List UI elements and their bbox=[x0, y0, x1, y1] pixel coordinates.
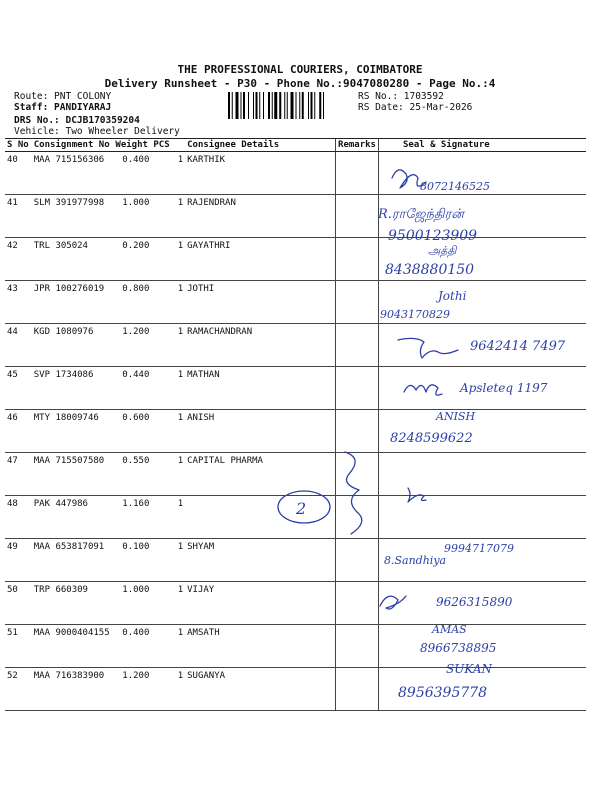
barcode-bar bbox=[263, 92, 264, 119]
cell-remarks bbox=[336, 324, 379, 367]
cell-sno: 48 bbox=[5, 496, 32, 539]
rs-number: RS No.: 1703592 bbox=[358, 91, 444, 102]
cell-sno: 52 bbox=[5, 668, 32, 711]
barcode-bar bbox=[274, 92, 277, 119]
cell-consignment: MAA 9000404155 bbox=[32, 625, 114, 668]
table-row bbox=[5, 625, 586, 668]
cell-remarks bbox=[336, 668, 379, 711]
staff-label: Staff: PANDIYARAJ bbox=[14, 102, 112, 113]
cell-signature bbox=[378, 625, 586, 668]
hand-phone: 9994717079 bbox=[444, 542, 514, 555]
cell-consignee: RAMACHANDRAN bbox=[185, 324, 335, 367]
cell-sno: 45 bbox=[5, 367, 32, 410]
cell-pcs: 1 bbox=[151, 453, 185, 496]
table-row bbox=[5, 539, 586, 582]
cell-consignee: VIJAY bbox=[185, 582, 335, 625]
cell-signature bbox=[378, 152, 586, 195]
hand-name: Jothi bbox=[438, 289, 467, 303]
cell-signature bbox=[378, 539, 586, 582]
barcode-bar bbox=[243, 92, 245, 119]
table-row bbox=[5, 324, 586, 367]
cell-remarks bbox=[336, 152, 379, 195]
cell-pcs: 1 bbox=[151, 281, 185, 324]
table-header-row bbox=[5, 139, 586, 152]
cell-weight: 0.400 bbox=[113, 152, 151, 195]
cell-pcs: 1 bbox=[151, 324, 185, 367]
cell-consignment: JPR 100276019 bbox=[32, 281, 114, 324]
col-consignee: Consignee Details bbox=[185, 139, 335, 152]
col-pcs: PCS bbox=[151, 139, 185, 152]
cell-sno: 51 bbox=[5, 625, 32, 668]
cell-sno: 41 bbox=[5, 195, 32, 238]
cell-consignee: JOTHI bbox=[185, 281, 335, 324]
barcode-bar bbox=[314, 92, 315, 119]
cell-pcs: 1 bbox=[151, 539, 185, 582]
cell-signature bbox=[378, 668, 586, 711]
cell-pcs: 1 bbox=[151, 625, 185, 668]
cell-signature bbox=[378, 453, 586, 496]
cell-remarks bbox=[336, 281, 379, 324]
barcode-bar bbox=[248, 92, 249, 119]
cell-pcs: 1 bbox=[151, 238, 185, 281]
barcode-bar bbox=[299, 92, 300, 119]
barcode-bar bbox=[228, 92, 230, 119]
cell-consignment: SLM 391977998 bbox=[32, 195, 114, 238]
cell-consignment: MAA 715507580 bbox=[32, 453, 114, 496]
cell-consignment: MAA 716383900 bbox=[32, 668, 114, 711]
rs-date: RS Date: 25-Mar-2026 bbox=[358, 102, 473, 113]
cell-remarks bbox=[336, 367, 379, 410]
cell-pcs: 1 bbox=[151, 496, 185, 539]
cell-consignment: SVP 1734086 bbox=[32, 367, 114, 410]
cell-signature bbox=[378, 410, 586, 453]
barcode-bar bbox=[241, 92, 242, 119]
col-sno: S No bbox=[5, 139, 32, 152]
barcode-bar bbox=[291, 92, 294, 119]
cell-weight: 0.600 bbox=[113, 410, 151, 453]
vehicle-label: Vehicle: Two Wheeler Delivery bbox=[14, 126, 180, 137]
hand-phone: 9642414 7497 bbox=[470, 339, 566, 354]
table-row bbox=[5, 410, 586, 453]
table-row bbox=[5, 496, 586, 539]
hand-name: அத்தி bbox=[428, 244, 457, 257]
cell-signature bbox=[378, 582, 586, 625]
cell-consignee: SUGANYA bbox=[185, 668, 335, 711]
cell-signature bbox=[378, 496, 586, 539]
cell-weight: 1.160 bbox=[113, 496, 151, 539]
hand-phone: 8956395778 bbox=[398, 685, 488, 701]
barcode-bar bbox=[323, 92, 324, 119]
cell-sno: 47 bbox=[5, 453, 32, 496]
barcode-bar bbox=[287, 92, 288, 119]
cell-remarks bbox=[336, 496, 379, 539]
barcode-bar bbox=[236, 92, 239, 119]
barcode-bar bbox=[259, 92, 260, 119]
cell-sno: 43 bbox=[5, 281, 32, 324]
runsheet-table bbox=[5, 138, 586, 711]
runsheet-subtitle: Delivery Runsheet - P30 - Phone No.:9047080280 - Page No.:4 bbox=[104, 77, 496, 90]
barcode-bar bbox=[232, 92, 233, 119]
hand-phone: 8438880150 bbox=[385, 262, 475, 278]
hand-name: 8.Sandhiya bbox=[384, 554, 447, 567]
barcode-bar bbox=[296, 92, 297, 119]
cell-remarks bbox=[336, 195, 379, 238]
cell-consignment: TRP 660309 bbox=[32, 582, 114, 625]
hand-circle-number: 2 bbox=[296, 499, 307, 518]
barcode-bar bbox=[268, 92, 270, 119]
cell-weight: 1.000 bbox=[113, 195, 151, 238]
cell-signature bbox=[378, 367, 586, 410]
hand-name: AMAS bbox=[432, 623, 467, 636]
cell-weight: 0.800 bbox=[113, 281, 151, 324]
hand-phone: 8966738895 bbox=[420, 641, 497, 655]
cell-remarks bbox=[336, 238, 379, 281]
cell-weight: 0.400 bbox=[113, 625, 151, 668]
barcode-bar bbox=[311, 92, 313, 119]
cell-sno: 42 bbox=[5, 238, 32, 281]
hand-text: Apsleteq 1197 bbox=[460, 381, 548, 395]
cell-pcs: 1 bbox=[151, 582, 185, 625]
cell-weight: 0.440 bbox=[113, 367, 151, 410]
cell-sno: 46 bbox=[5, 410, 32, 453]
cell-consignment: TRL 305024 bbox=[32, 238, 114, 281]
hand-phone: 9626315890 bbox=[436, 595, 513, 609]
cell-consignee: ANISH bbox=[185, 410, 335, 453]
table-row bbox=[5, 582, 586, 625]
table-row bbox=[5, 668, 586, 711]
cell-remarks bbox=[336, 625, 379, 668]
cell-weight: 1.200 bbox=[113, 668, 151, 711]
hand-name: SUKAN bbox=[446, 662, 492, 676]
barcode-bar bbox=[284, 92, 285, 119]
cell-weight: 0.550 bbox=[113, 453, 151, 496]
table-row bbox=[5, 152, 586, 195]
barcode-bar bbox=[308, 92, 309, 119]
col-consignment: Consignment No bbox=[32, 139, 114, 152]
cell-pcs: 1 bbox=[151, 367, 185, 410]
cell-consignee: RAJENDRAN bbox=[185, 195, 335, 238]
col-remarks: Remarks bbox=[336, 139, 379, 152]
cell-consignment: KGD 1080976 bbox=[32, 324, 114, 367]
cell-consignee: AMSATH bbox=[185, 625, 335, 668]
cell-consignment: MAA 653817091 bbox=[32, 539, 114, 582]
barcode-bar bbox=[253, 92, 254, 119]
cell-remarks bbox=[336, 453, 379, 496]
cell-remarks bbox=[336, 410, 379, 453]
hand-name: R.ராஜேந்திரன் bbox=[378, 207, 464, 222]
barcode-bar bbox=[272, 92, 273, 119]
cell-consignee: SHYAM bbox=[185, 539, 335, 582]
route-label: Route: PNT COLONY bbox=[14, 91, 112, 102]
cell-consignee: GAYATHRI bbox=[185, 238, 335, 281]
table-row bbox=[5, 195, 586, 238]
cell-consignment: MAA 715156306 bbox=[32, 152, 114, 195]
cell-signature bbox=[378, 238, 586, 281]
cell-sno: 40 bbox=[5, 152, 32, 195]
cell-weight: 0.100 bbox=[113, 539, 151, 582]
barcode-image bbox=[228, 92, 352, 119]
col-signature: Seal & Signature bbox=[378, 139, 586, 152]
table-row bbox=[5, 281, 586, 324]
cell-pcs: 1 bbox=[151, 668, 185, 711]
cell-weight: 1.000 bbox=[113, 582, 151, 625]
cell-weight: 0.200 bbox=[113, 238, 151, 281]
hand-phone: 9043170829 bbox=[380, 308, 450, 321]
cell-remarks bbox=[336, 539, 379, 582]
hand-phone: 9500123909 bbox=[388, 228, 478, 244]
barcode-bar bbox=[256, 92, 258, 119]
cell-consignee: KARTHIK bbox=[185, 152, 335, 195]
drs-number: DRS No.: DCJB170359204 bbox=[14, 115, 140, 126]
company-title: THE PROFESSIONAL COURIERS, COIMBATORE bbox=[177, 63, 423, 76]
cell-sno: 44 bbox=[5, 324, 32, 367]
cell-sno: 49 bbox=[5, 539, 32, 582]
table-row bbox=[5, 238, 586, 281]
cell-sno: 50 bbox=[5, 582, 32, 625]
barcode-bar bbox=[319, 92, 321, 119]
hand-name: ANISH bbox=[436, 410, 476, 423]
hand-phone: 8072146525 bbox=[420, 180, 490, 193]
cell-consignee: CAPITAL PHARMA bbox=[185, 453, 335, 496]
cell-consignee bbox=[185, 496, 335, 539]
cell-pcs: 1 bbox=[151, 152, 185, 195]
hand-phone: 8248599622 bbox=[390, 431, 473, 446]
table-row bbox=[5, 367, 586, 410]
cell-signature bbox=[378, 281, 586, 324]
cell-consignment: PAK 447986 bbox=[32, 496, 114, 539]
cell-weight: 1.200 bbox=[113, 324, 151, 367]
cell-remarks bbox=[336, 582, 379, 625]
cell-signature bbox=[378, 324, 586, 367]
cell-signature bbox=[378, 195, 586, 238]
barcode-bar bbox=[302, 92, 304, 119]
table-row bbox=[5, 453, 586, 496]
cell-pcs: 1 bbox=[151, 410, 185, 453]
barcode-bar bbox=[279, 92, 281, 119]
cell-consignee: MATHAN bbox=[185, 367, 335, 410]
cell-consignment: MTY 18009746 bbox=[32, 410, 114, 453]
cell-pcs: 1 bbox=[151, 195, 185, 238]
col-weight: Weight bbox=[113, 139, 151, 152]
